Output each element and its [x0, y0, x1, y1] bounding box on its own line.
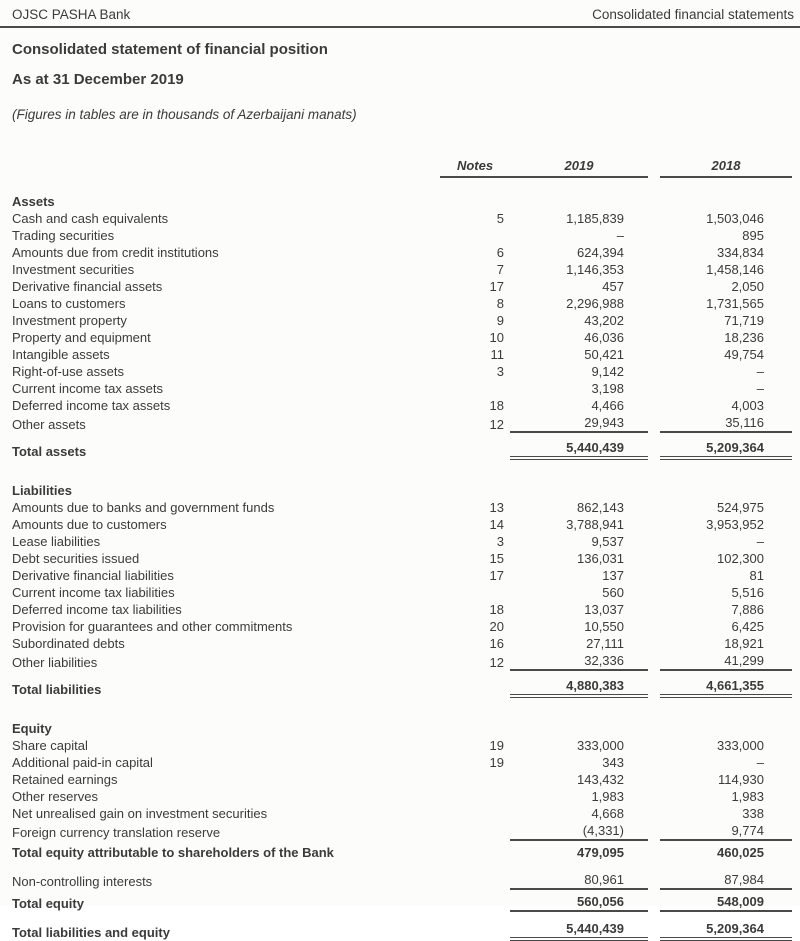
value-2019: 333,000 [577, 738, 624, 753]
value-2019: 457 [602, 279, 624, 294]
page-subtitle: As at 31 December 2019 [12, 71, 184, 88]
column-header-2019: 2019 [510, 157, 648, 178]
row-label: Cash and cash equivalents [12, 211, 169, 226]
table-row [12, 584, 792, 601]
total-label: Total equity attributable to shareholders of the Bank [12, 845, 334, 860]
value-2018: 41,299 [660, 652, 792, 671]
table-row [12, 380, 792, 397]
section-heading-equity [12, 720, 792, 737]
note-cell: 13 [489, 500, 504, 515]
value-2018: 18,921 [724, 636, 764, 651]
note-cell: 9 [496, 313, 504, 328]
row-label: Deferred income tax assets [12, 398, 171, 413]
row-label: Lease liabilities [12, 534, 101, 549]
value-2018: 4,003 [731, 398, 764, 413]
value-2019: 5,440,439 [510, 920, 648, 941]
note-cell: 6 [496, 245, 504, 260]
row-label: Subordinated debts [12, 636, 125, 651]
row-label: Additional paid-in capital [12, 755, 153, 770]
total-label: Total liabilities and equity [12, 925, 170, 940]
value-2018: 5,209,364 [660, 920, 792, 941]
table-header-row [12, 157, 792, 178]
row-label: Investment securities [12, 262, 135, 277]
value-2018: 548,009 [660, 893, 792, 912]
table-row [12, 499, 792, 516]
note-cell: 7 [496, 262, 504, 277]
value-2019: – [616, 228, 624, 243]
note-cell: 14 [489, 517, 504, 532]
note-cell: 19 [489, 755, 504, 770]
table-row [12, 295, 792, 312]
table-row [12, 329, 792, 346]
value-2019: 624,394 [577, 245, 624, 260]
note-cell: 12 [489, 417, 504, 432]
value-2019: 32,336 [510, 652, 648, 671]
value-2018: 9,774 [660, 822, 792, 841]
table-row [12, 244, 792, 261]
total-label: Total assets [12, 444, 87, 459]
value-2019: 1,185,839 [566, 211, 624, 226]
value-2018: 5,209,364 [660, 439, 792, 460]
value-2019: 143,432 [577, 772, 624, 787]
total-equity-attributable-row [12, 844, 792, 861]
table-row [12, 363, 792, 380]
value-2018: 1,983 [731, 789, 764, 804]
table-row [12, 822, 792, 841]
note-cell: 10 [489, 330, 504, 345]
value-2019: 4,880,383 [510, 677, 648, 698]
table-row [12, 754, 792, 771]
value-2019: 80,961 [510, 871, 648, 890]
value-2019: 343 [602, 755, 624, 770]
value-2018: 5,516 [731, 585, 764, 600]
total-assets-row [12, 439, 792, 460]
value-2019: 862,143 [577, 500, 624, 515]
table-row [12, 737, 792, 754]
row-label: Derivative financial assets [12, 279, 163, 294]
value-2019: 479,095 [577, 845, 624, 860]
table-row [12, 414, 792, 433]
value-2018: 460,025 [717, 845, 764, 860]
value-2019: 9,142 [591, 364, 624, 379]
value-2019: 50,421 [584, 347, 624, 362]
row-label: Amounts due to banks and government funds [12, 500, 275, 515]
value-2019: 137 [602, 568, 624, 583]
page-title: Consolidated statement of financial position [12, 41, 328, 58]
note-cell: 17 [489, 279, 504, 294]
table-row [12, 635, 792, 652]
value-2019: 5,440,439 [510, 439, 648, 460]
value-2018: 18,236 [724, 330, 764, 345]
row-label: Net unrealised gain on investment securities [12, 806, 268, 821]
value-2018: – [756, 381, 764, 396]
value-2018: 81 [749, 568, 764, 583]
total-label: Total equity [12, 896, 84, 911]
row-label: Investment property [12, 313, 127, 328]
value-2018: 49,754 [724, 347, 764, 362]
row-label: Loans to customers [12, 296, 126, 311]
document-type-label: Consolidated financial statements [592, 7, 794, 22]
table-row [12, 567, 792, 584]
row-label: Trading securities [12, 228, 115, 243]
value-2019: 1,983 [591, 789, 624, 804]
table-row [12, 278, 792, 295]
value-2019: 3,198 [591, 381, 624, 396]
table-row [12, 771, 792, 788]
value-2018: 895 [742, 228, 764, 243]
row-label: Provision for guarantees and other commitments [12, 619, 293, 634]
value-2019: 46,036 [584, 330, 624, 345]
row-label: Derivative financial liabilities [12, 568, 174, 583]
row-label: Property and equipment [12, 330, 151, 345]
bank-name: OJSC PASHA Bank [12, 7, 131, 22]
value-2019: 10,550 [584, 619, 624, 634]
row-label: Amounts due from credit institutions [12, 245, 219, 260]
value-2018: 4,661,355 [660, 677, 792, 698]
note-cell: 11 [490, 347, 504, 362]
column-header-notes: Notes [440, 157, 510, 178]
value-2019: 43,202 [584, 313, 624, 328]
total-liabilities-row [12, 677, 792, 698]
value-2019: 560 [602, 585, 624, 600]
column-header-2018: 2018 [660, 157, 792, 178]
table-row [12, 601, 792, 618]
row-label: Share capital [12, 738, 88, 753]
table-row [12, 346, 792, 363]
value-2018: – [756, 755, 764, 770]
total-label: Total liabilities [12, 682, 102, 697]
total-equity-row [12, 893, 792, 912]
row-label: Retained earnings [12, 772, 118, 787]
value-2018: 338 [742, 806, 764, 821]
table-row [12, 397, 792, 414]
row-label: Other assets [12, 417, 86, 432]
table-row [12, 618, 792, 635]
table-row [12, 788, 792, 805]
value-2019: 27,111 [586, 636, 624, 651]
row-label: Other liabilities [12, 655, 98, 670]
value-2018: 87,984 [660, 871, 792, 890]
note-cell: 17 [489, 568, 504, 583]
table-row [12, 261, 792, 278]
note-cell: 3 [496, 534, 504, 549]
value-2019: 136,031 [577, 551, 624, 566]
table-row [12, 227, 792, 244]
value-2018: 7,886 [731, 602, 764, 617]
value-2018: – [756, 534, 764, 549]
running-header [0, 0, 800, 28]
table-row [12, 210, 792, 227]
row-label: Right-of-use assets [12, 364, 124, 379]
row-label: Other reserves [12, 789, 98, 804]
value-2018: 71,719 [724, 313, 764, 328]
section-heading-label: Assets [12, 194, 55, 209]
table-row [12, 652, 792, 671]
value-2018: 102,300 [717, 551, 764, 566]
table-row [12, 805, 792, 822]
section-heading-label: Liabilities [12, 483, 72, 498]
note-cell: 3 [496, 364, 504, 379]
value-2019: 13,037 [584, 602, 624, 617]
value-2018: 114,930 [717, 772, 764, 787]
value-2018: 6,425 [731, 619, 764, 634]
note-cell: 19 [489, 738, 504, 753]
note-cell: 15 [489, 551, 504, 566]
row-label: Deferred income tax liabilities [12, 602, 182, 617]
note-cell: 8 [496, 296, 504, 311]
value-2019: 3,788,941 [566, 517, 624, 532]
value-2018: 3,953,952 [706, 517, 764, 532]
note-cell: 20 [489, 619, 504, 634]
note-cell: 16 [489, 636, 504, 651]
units-note: (Figures in tables are in thousands of Azerbaijani manats) [12, 107, 357, 122]
value-2018: 2,050 [731, 279, 764, 294]
value-2018: 35,116 [660, 414, 792, 433]
value-2018: 333,000 [717, 738, 764, 753]
note-cell: 12 [489, 655, 504, 670]
note-cell: 5 [496, 211, 504, 226]
row-label: Current income tax assets [12, 381, 164, 396]
row-label: Intangible assets [12, 347, 110, 362]
row-label: Current income tax liabilities [12, 585, 175, 600]
table-row [12, 312, 792, 329]
value-2019: 4,668 [591, 806, 624, 821]
statement-table [12, 157, 792, 941]
value-2018: 334,834 [717, 245, 764, 260]
note-cell: 18 [489, 602, 504, 617]
row-label: Non-controlling interests [12, 874, 153, 889]
row-label: Foreign currency translation reserve [12, 825, 221, 840]
value-2019: 29,943 [510, 414, 648, 433]
value-2019: 4,466 [591, 398, 624, 413]
value-2019: 9,537 [591, 534, 624, 549]
value-2019: 560,056 [510, 893, 648, 912]
section-heading-liabilities [12, 482, 792, 499]
total-liabilities-and-equity-row [12, 920, 792, 941]
section-heading-assets [12, 193, 792, 210]
value-2019: (4,331) [510, 822, 648, 841]
row-label: Amounts due to customers [12, 517, 167, 532]
non-controlling-interests-row [12, 871, 792, 890]
table-row [12, 516, 792, 533]
value-2018: 1,458,146 [706, 262, 764, 277]
value-2019: 1,146,353 [566, 262, 624, 277]
section-heading-label: Equity [12, 721, 52, 736]
value-2018: 1,731,565 [706, 296, 764, 311]
value-2018: – [756, 364, 764, 379]
value-2019: 2,296,988 [566, 296, 624, 311]
value-2018: 524,975 [717, 500, 764, 515]
table-row [12, 550, 792, 567]
note-cell: 18 [489, 398, 504, 413]
row-label: Debt securities issued [12, 551, 140, 566]
table-row [12, 533, 792, 550]
value-2018: 1,503,046 [706, 211, 764, 226]
